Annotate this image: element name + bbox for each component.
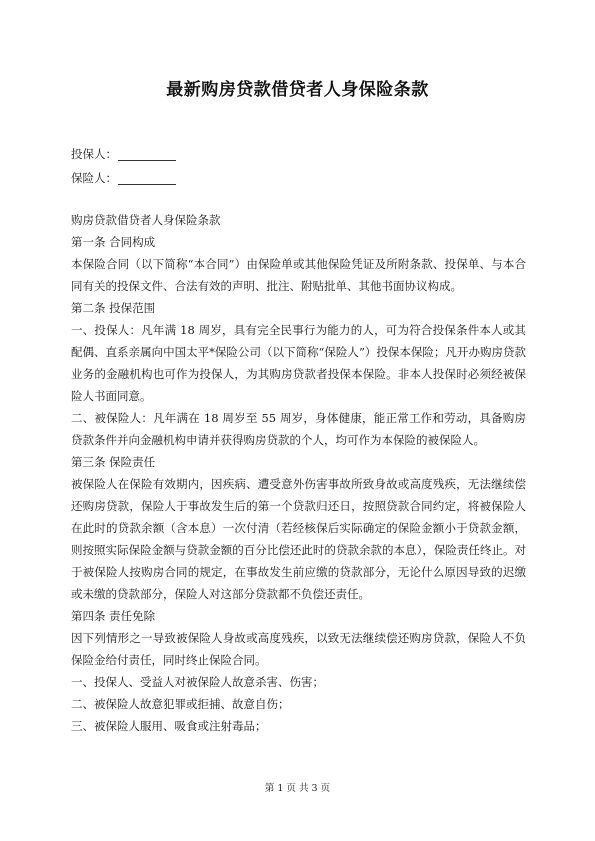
list-item: 二、被保险人故意犯罪或拒捕、故意自伤； [71,697,290,711]
section-heading: 购房贷款借贷者人身保险条款 [71,213,221,227]
body-paragraph: 本保险合同（以下简称“本合同”）由保险单或其他保险凭证及所附条款、投保单、与本合同有关的投保文件、合法有效的声明、批注、附贴批单、其他书面协议构成。 [71,257,526,293]
policyholder-field [71,142,176,166]
body-paragraph: 二、被保险人：凡年满在 18 周岁至 55 周岁，身体健康，能正常工作和劳动，具备购房贷款条件并向金融机构申请并获得购房贷款的个人，均可作为本保险的被保险人。 [71,411,526,447]
body-paragraph: 因下列情形之一导致被保险人身故或高度残疾，以致无法继续偿还购房贷款，保险人不负保险金给付责任，同时终止保险合同。 [71,631,526,667]
party-fields [71,142,176,190]
list-item: 一、投保人、受益人对被保险人故意杀害、伤害； [71,675,324,689]
article-heading: 第二条 投保范围 [71,301,156,315]
policyholder-blank [118,148,176,161]
body-paragraph: 一、投保人：凡年满 18 周岁，具有完全民事行为能力的人，可为符合投保条件本人或其配偶、直系亲属向中国太平*保险公司（以下简称“保险人”）投保本保险；凡开办购房贷款业务的金融机构也可作为投保人，为其购房贷款者投保本保险。非本人投保时必须经被保险人书面同意。 [71,323,526,403]
article-heading: 第一条 合同构成 [71,235,156,249]
article-heading: 第三条 保险责任 [71,455,156,469]
policyholder-label: 投保人： [71,147,117,161]
document-body [71,209,526,737]
document-title: 最新购房贷款借贷者人身保险条款 [166,80,429,100]
list-item: 三、被保险人服用、吸食或注射毒品； [71,719,267,733]
page-footer: 第 1 页 共 3 页 [264,783,331,794]
article-heading: 第四条 责任免除 [71,609,156,623]
insurer-label: 保险人： [71,171,117,185]
insurer-field [71,166,176,190]
body-paragraph: 被保险人在保险有效期内，因疾病、遭受意外伤害事故所致身故或高度残疾，无法继续偿还购房贷款，保险人于事故发生后的第一个贷款归还日，按照贷款合同约定，将被保险人在此时的贷款余额（含本息）一次付清（若经核保后实际确定的保险金额小于贷款金额，则按照实际保险金额与贷款金额的百分比偿还此时的贷款余款的本息），保险责任终止。对于被保险人按购房合同的规定，在事故发生前应缴的贷款部分，无论什么原因导致的迟缴或未缴的贷款部分，保险人对这部分贷款都不负偿还责任。 [71,477,526,601]
insurer-blank [118,172,176,185]
